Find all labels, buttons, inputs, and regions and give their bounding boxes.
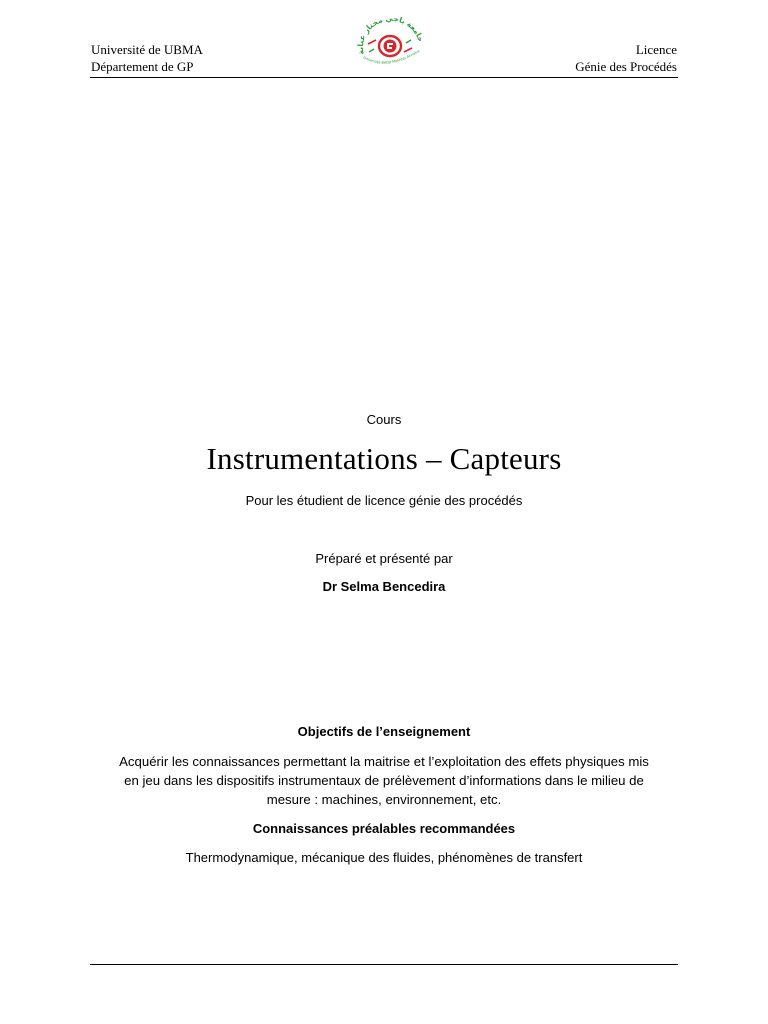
- department-name: Département de GP: [91, 58, 194, 74]
- logo-latin-text: Université BADJI Mokhtar Annaba: [362, 49, 421, 65]
- logo-emblem: [368, 36, 412, 56]
- footer-divider: [90, 964, 678, 965]
- document-title: Instrumentations – Capteurs: [206, 441, 562, 476]
- degree-level: Licence: [635, 42, 677, 57]
- header-left: [91, 42, 203, 75]
- objectives-heading: Objectifs de l’enseignement: [297, 724, 471, 739]
- prerequisites-heading: Connaissances préalables recommandées: [252, 821, 516, 836]
- objectives-line: en jeu dans les dispositifs instrumentaux de prélèvement d’informations dans le milieu de: [124, 773, 644, 788]
- university-name: Université de UBMA: [91, 42, 203, 57]
- objectives-line: mesure : machines, environnement, etc.: [266, 792, 502, 807]
- document-kind: Cours: [366, 412, 402, 427]
- objectives-line: Acquérir les connaissances permettant la maitrise et l’exploitation des effets physiques mis: [119, 754, 649, 769]
- university-seal-logo: [351, 14, 429, 70]
- objectives-text: [90, 752, 678, 809]
- document-subtitle: Pour les étudient de licence génie des procédés: [245, 493, 523, 508]
- program-name: Génie des Procédés: [575, 58, 677, 74]
- author-name: Dr Selma Bencedira: [322, 579, 446, 594]
- prerequisites-text: Thermodynamique, mécanique des fluides, phénomènes de transfert: [185, 850, 583, 865]
- header-right: [575, 42, 677, 75]
- logo-arabic-text: جامعة باجي مختار عنابة: [355, 14, 426, 56]
- prepared-by-label: Préparé et présenté par: [315, 551, 453, 566]
